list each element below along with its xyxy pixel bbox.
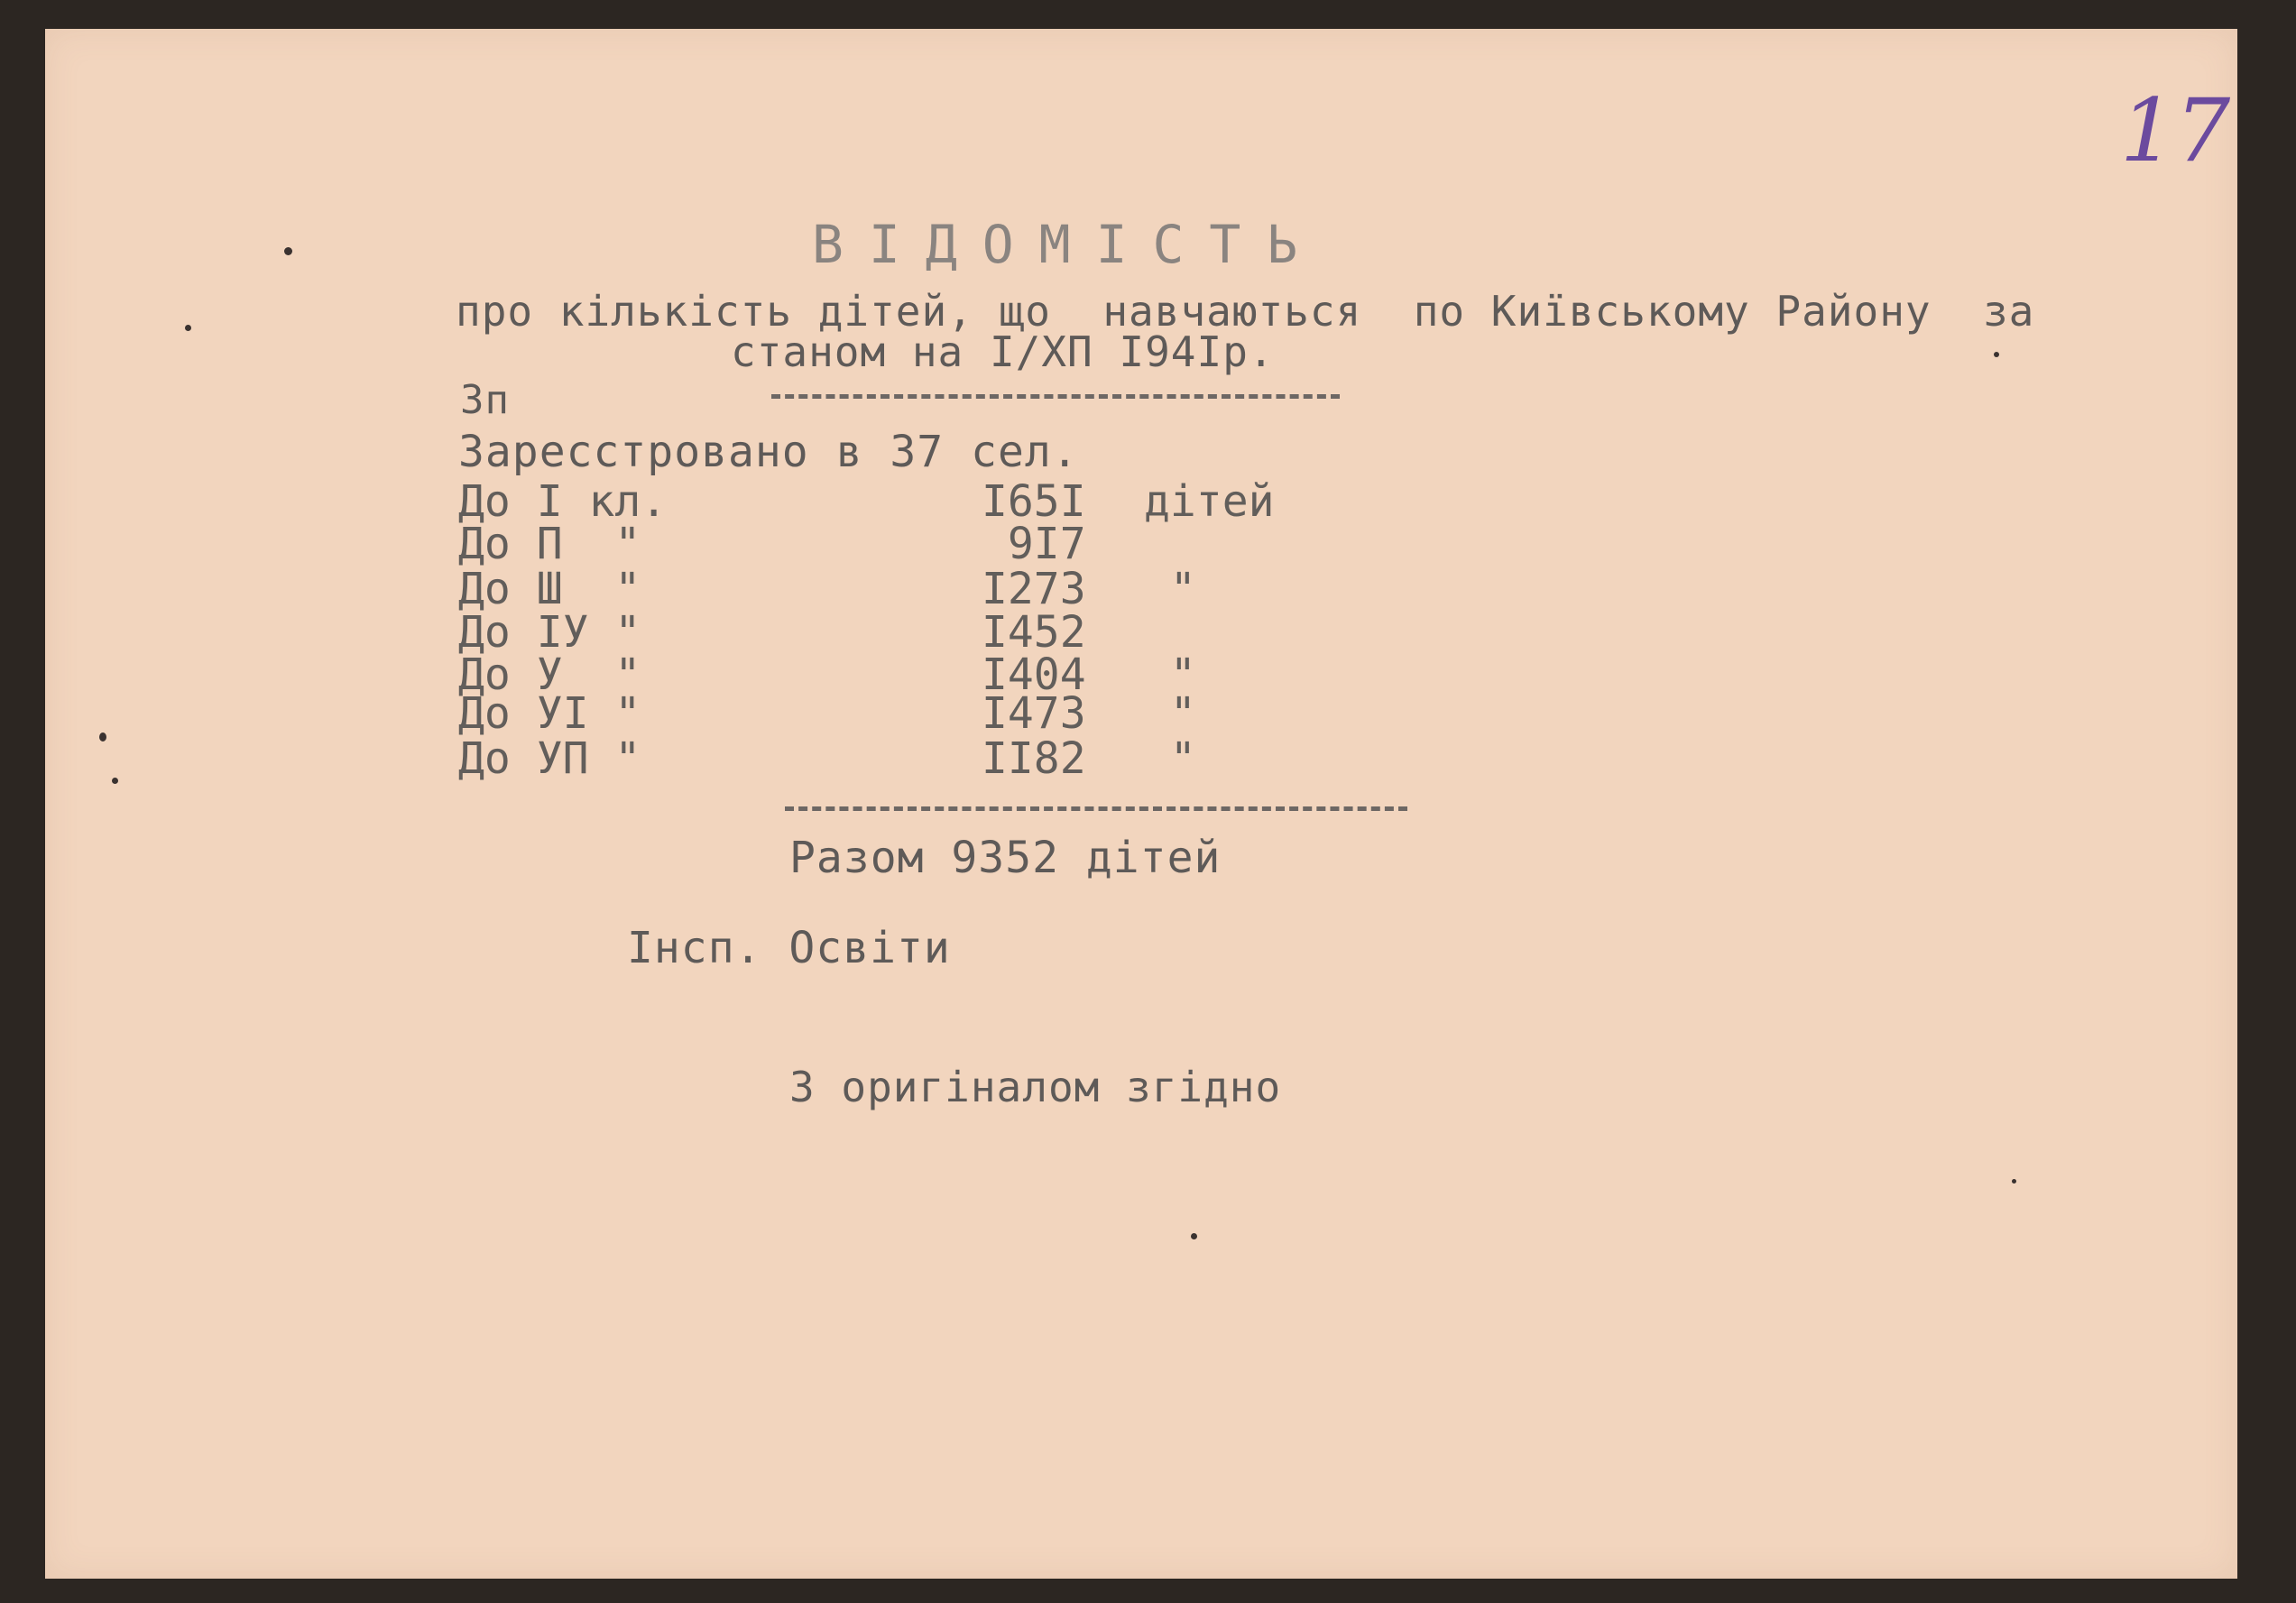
class-label: До ІУ " [458,607,641,658]
class-label: До І кл. [458,476,668,527]
document-subtitle-line-2: станом на І/ХП І94Ір. [731,327,1275,376]
ink-speck [185,325,191,331]
class-label: До П " [458,519,641,569]
folio-number: 17 [2120,80,2231,181]
class-label: До Ш " [458,564,641,614]
class-count: І452 [982,607,1086,658]
inspector-signature-line: Інсп. Освіти [627,923,951,973]
ink-speck [284,247,292,255]
ink-speck [2012,1179,2016,1184]
class-label: До УП " [458,733,641,784]
document-subtitle-line-1: про кількість дітей, що навчаються по Київському Району за [456,287,2035,336]
class-count: І404 [982,649,1086,700]
class-unit: " [1144,733,1196,784]
class-count: І273 [982,564,1086,614]
divider-total [785,806,1407,811]
class-count: І65І [982,476,1086,527]
class-unit: дітей [1144,476,1275,527]
document-heading: ВІДОМІСТЬ [812,214,1323,275]
class-unit: " [1144,649,1196,700]
class-label: До УІ " [458,688,641,739]
certification-line: З оригіналом згідно [789,1063,1282,1111]
divider-top [771,394,1340,399]
document-page [45,29,2237,1579]
ink-speck [99,732,106,742]
class-unit: " [1144,564,1196,614]
ink-speck [1191,1233,1197,1239]
registered-summary: Заресстровано в 37 сел. [458,427,1079,477]
ink-speck [1994,352,1999,357]
class-label: До У " [458,649,641,700]
ink-speck [112,778,118,784]
total-line: Разом 9352 дітей [789,833,1222,883]
class-unit: " [1144,688,1196,739]
class-count: 9І7 [982,519,1086,569]
class-count: ІІ82 [982,733,1086,784]
reference-mark: Зп [460,377,510,423]
class-count: І473 [982,688,1086,739]
